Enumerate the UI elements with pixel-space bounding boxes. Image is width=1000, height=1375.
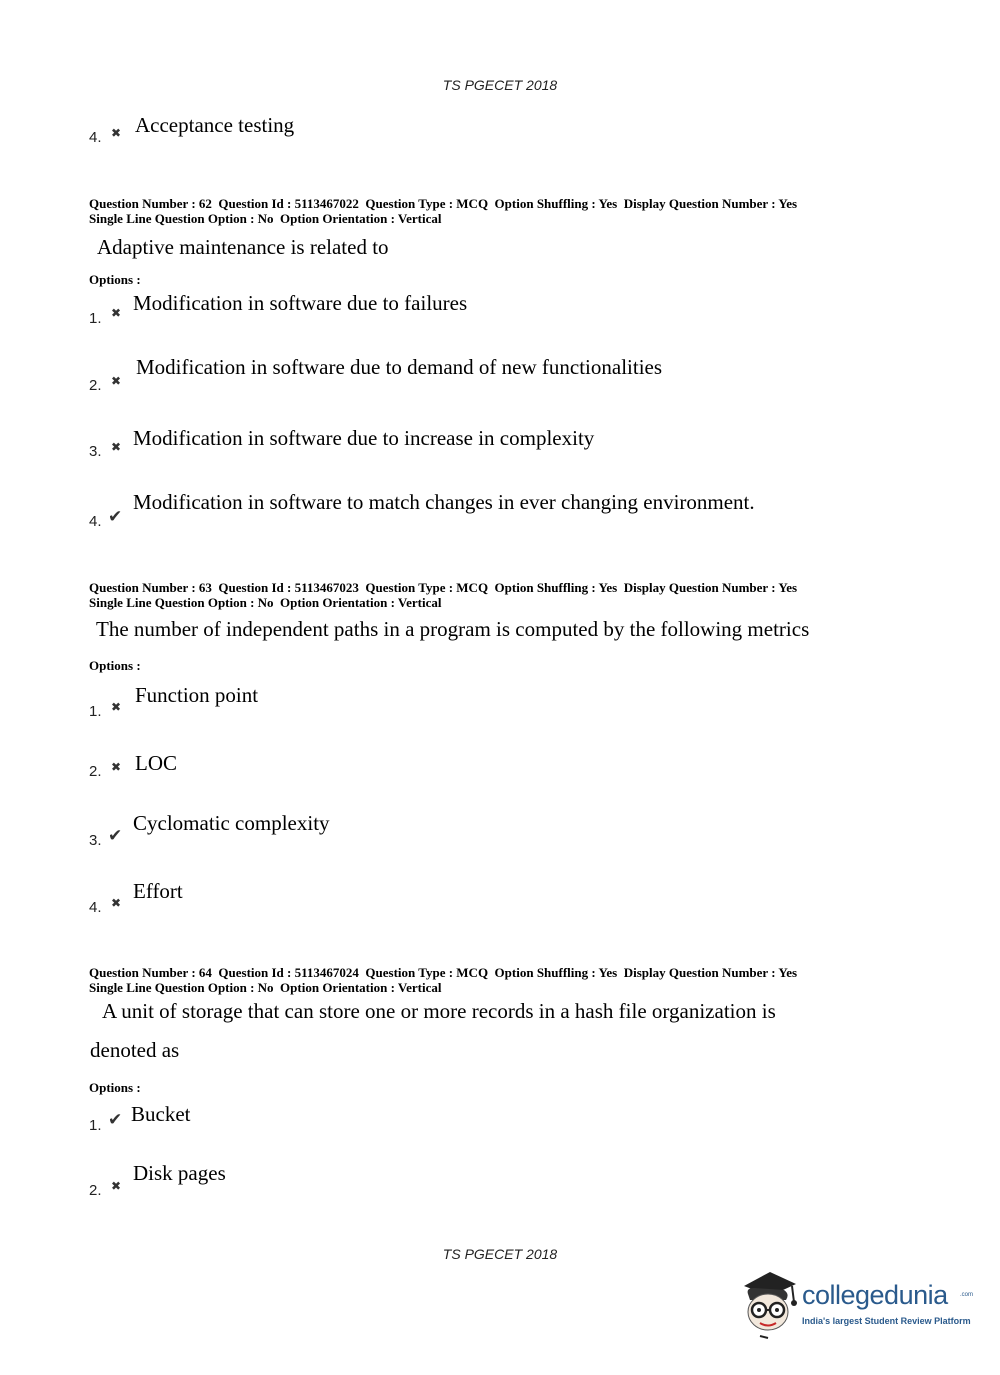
options-label: Options : <box>89 658 141 673</box>
question-text: A unit of storage that can store one or more records in a hash file organization is <box>102 999 776 1023</box>
question-meta-line1: Question Number : 63 Question Id : 5113467023 Question Type : MCQ Option Shuffling : Yes Display Question Number : Yes <box>89 580 798 595</box>
options-label: Options : <box>89 1080 141 1095</box>
collegedunia-logo <box>740 1268 974 1340</box>
option-number: 1. <box>89 310 102 327</box>
question-text: The number of independent paths in a program is computed by the following metrics <box>96 617 810 641</box>
check-icon: ✔ <box>108 1110 123 1130</box>
page-header: TS PGECET 2018 <box>442 77 558 93</box>
option-number: 3. <box>89 443 102 460</box>
option-number: 1. <box>89 1117 102 1134</box>
cross-icon: ✖ <box>111 896 122 910</box>
cross-icon: ✖ <box>111 440 122 454</box>
option-text: Disk pages <box>133 1161 226 1185</box>
option-text: Modification in software due to failures <box>133 291 468 315</box>
option-text: Function point <box>135 683 259 707</box>
question-meta-line1: Question Number : 64 Question Id : 5113467024 Question Type : MCQ Option Shuffling : Yes Display Question Number : Yes <box>89 965 798 980</box>
cross-icon: ✖ <box>111 374 122 388</box>
option-number: 2. <box>89 1182 102 1199</box>
option-text: Modification in software due to increase in complexity <box>133 426 595 450</box>
cross-icon: ✖ <box>111 1179 122 1193</box>
option-text: Cyclomatic complexity <box>133 811 330 835</box>
question-text-continued: denoted as <box>90 1038 180 1062</box>
cross-icon: ✖ <box>111 126 122 140</box>
question-text: Adaptive maintenance is related to <box>97 235 389 259</box>
options-label: Options : <box>89 272 141 287</box>
cross-icon: ✖ <box>111 700 122 714</box>
cross-icon: ✖ <box>111 306 122 320</box>
option-text: Acceptance testing <box>135 113 295 137</box>
logo-tagline: India's largest Student Review Platform <box>802 1316 971 1326</box>
cross-icon: ✖ <box>111 760 122 774</box>
option-text: Bucket <box>131 1102 191 1126</box>
option-number: 4. <box>89 129 102 146</box>
option-text: Modification in software to match changes in ever changing environment. <box>133 490 755 514</box>
option-number: 1. <box>89 703 102 720</box>
option-text: LOC <box>135 751 177 775</box>
question-meta-line2: Single Line Question Option : No Option Orientation : Vertical <box>89 980 442 995</box>
logo-domain-suffix: .com <box>960 1292 974 1298</box>
option-number: 4. <box>89 513 102 530</box>
question-meta-line2: Single Line Question Option : No Option Orientation : Vertical <box>89 595 442 610</box>
question-meta-line2: Single Line Question Option : No Option Orientation : Vertical <box>89 211 442 226</box>
option-number: 2. <box>89 763 102 780</box>
option-number: 3. <box>89 832 102 849</box>
option-number: 2. <box>89 377 102 394</box>
check-icon: ✔ <box>108 826 123 846</box>
option-text: Effort <box>133 879 183 903</box>
logo-wordmark: collegedunia <box>802 1280 948 1310</box>
check-icon: ✔ <box>108 507 123 527</box>
option-text: Modification in software due to demand of new functionalities <box>136 355 663 379</box>
mascot-icon <box>740 1268 798 1340</box>
page-footer: TS PGECET 2018 <box>442 1246 558 1262</box>
question-meta-line1: Question Number : 62 Question Id : 5113467022 Question Type : MCQ Option Shuffling : Yes Display Question Number : Yes <box>89 196 798 211</box>
option-number: 4. <box>89 899 102 916</box>
